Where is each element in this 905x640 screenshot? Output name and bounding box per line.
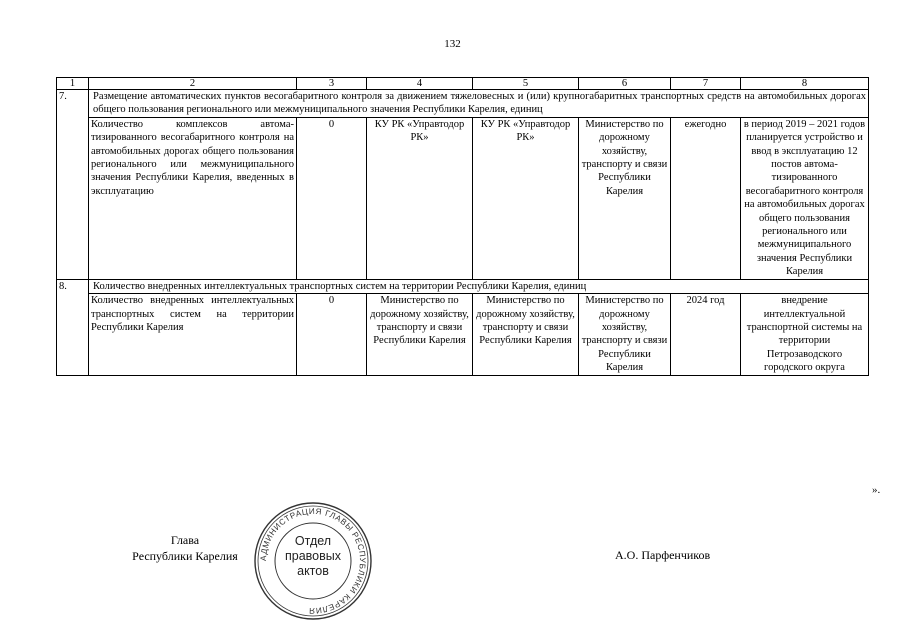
col4-cell: КУ РК «Управтодор РК»: [367, 117, 473, 279]
column-number: 6: [579, 78, 671, 90]
baseline-cell: 0: [297, 294, 367, 375]
stamp-line: актов: [297, 564, 329, 578]
col7-cell: 2024 год: [671, 294, 741, 375]
stamp-line: Отдел: [294, 534, 332, 548]
col8-cell: в период 2019 – 2021 годов планируется устройство и ввод в эксплуатацию 12 постов автоматизированного весогабаритного контроля на автомобильных дорогах общего пользования регионального или межмуниципального значения Республики Карелия: [741, 117, 869, 279]
baseline-cell: 0: [297, 117, 367, 279]
signatory-title: [110, 532, 260, 564]
signatory-title-line: Республики Карелия: [132, 549, 238, 563]
section-number: 7.: [57, 90, 89, 280]
column-number: 8: [741, 78, 869, 90]
col8-cell: внедрение интеллектуальной транспортной системы на территории Петрозаводского городского округа: [741, 294, 869, 375]
col6-cell: Министерство по дорожному хозяйству, транспорту и связи Республики Карелия: [579, 117, 671, 279]
program-table: [56, 77, 869, 376]
indicator-cell: Количество комплексов автоматизированного весогабаритного контроля на автомобильных дорогах общего пользования регионального или межмуниципального значения Республики Карелия, введенных в эксплуатацию: [89, 117, 297, 279]
column-number: 1: [57, 78, 89, 90]
column-number: 3: [297, 78, 367, 90]
section-row: [57, 279, 869, 293]
table-row: [57, 117, 869, 279]
section-row: [57, 90, 869, 118]
column-number: 7: [671, 78, 741, 90]
table-row: [57, 294, 869, 375]
col5-cell: КУ РК «Управтодор РК»: [473, 117, 579, 279]
col5-cell: Министерство по дорожному хозяйству, транспорту и связи Республики Карелия: [473, 294, 579, 375]
col6-cell: Министерство по дорожному хозяйству, транспорту и связи Республики Карелия: [579, 294, 671, 375]
indicator-cell: Количество внедренных интеллектуальных транспортных систем на территории Республики Карелия: [89, 294, 297, 375]
column-number-row: [57, 78, 869, 90]
column-number: 5: [473, 78, 579, 90]
page-number: 132: [444, 38, 461, 50]
section-number: 8.: [57, 279, 89, 375]
closing-quote: ».: [872, 484, 881, 496]
signatory-name: А.О. Парфенчиков: [615, 548, 711, 562]
col4-cell: Министерство по дорожному хозяйству, транспорту и связи Республики Карелия: [367, 294, 473, 375]
section-title: Количество внедренных интеллектуальных транспортных систем на территории Республики Карелия, единиц: [89, 279, 869, 293]
stamp-line: правовых: [285, 549, 341, 563]
column-number: 4: [367, 78, 473, 90]
stamp-ring-text: АДМИНИСТРАЦИЯ ГЛАВЫ РЕСПУБЛИКИ КАРЕЛИЯ: [258, 506, 368, 616]
stamp-center-text: [252, 534, 374, 579]
signatory-title-line: Глава: [170, 533, 200, 547]
official-stamp: [252, 500, 374, 622]
section-title: Размещение автоматических пунктов весогабаритного контроля за движением тяжеловесных и (или) крупногабаритных транспортных средств на автомобильных дорогах общего пользования регионального или межмуниципального значения Республики Карелия, единиц: [89, 90, 869, 118]
column-number: 2: [89, 78, 297, 90]
col7-cell: ежегодно: [671, 117, 741, 279]
